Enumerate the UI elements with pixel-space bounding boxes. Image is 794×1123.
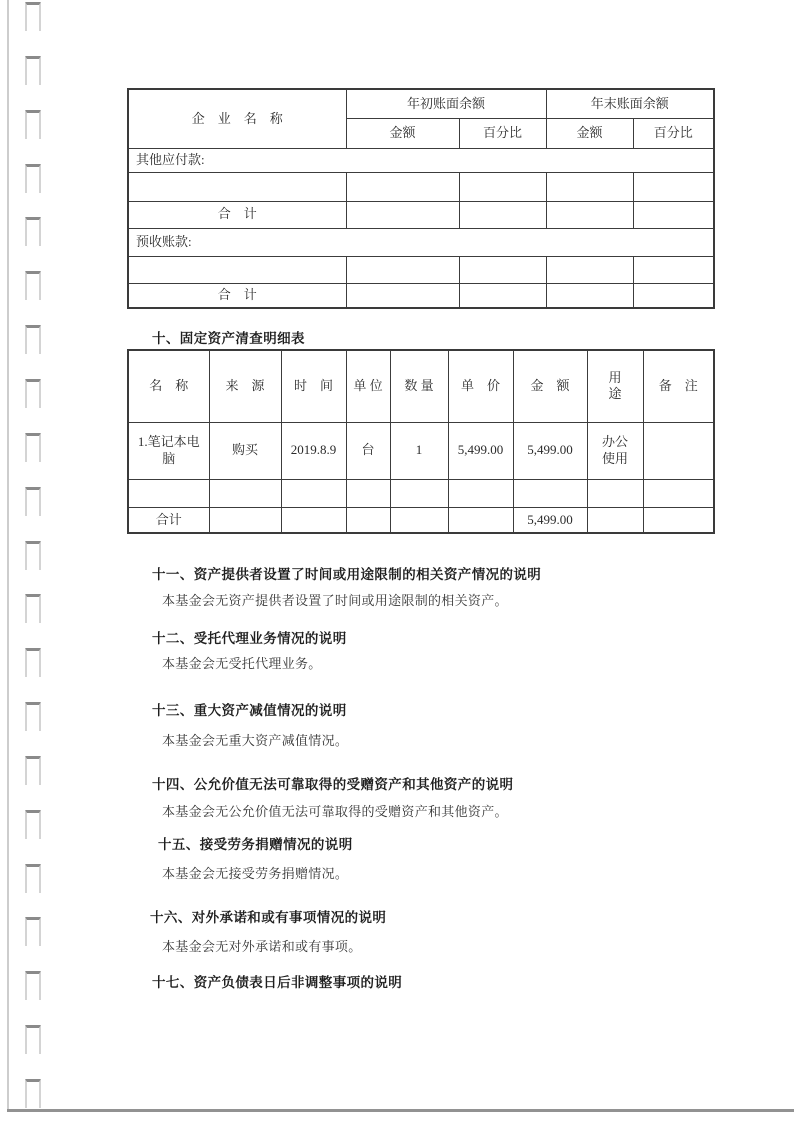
cell-unit-price: 5,499.00 (448, 422, 513, 479)
header-remarks: 备 注 (643, 350, 714, 422)
table-cell (643, 507, 714, 533)
table-cell (390, 479, 448, 507)
section-15-heading: 十五、接受劳务捐赠情况的说明 (158, 837, 353, 852)
section-16-heading: 十六、对外承诺和或有事项情况的说明 (150, 910, 387, 925)
cell-asset-name: 1.笔记本电脑 (128, 422, 209, 479)
table-cell (633, 283, 714, 308)
binding-hole (25, 864, 41, 893)
header-usage: 用 途 (587, 350, 643, 422)
cell-quantity: 1 (390, 422, 448, 479)
cell-usage: 办公使用 (587, 422, 643, 479)
table-row (128, 479, 714, 507)
row-total-label: 合 计 (128, 283, 346, 308)
table-cell (390, 507, 448, 533)
binding-hole (25, 433, 41, 462)
binding-hole (25, 217, 41, 246)
binding-hole (25, 325, 41, 354)
cell-unit: 台 (346, 422, 390, 479)
cell-total-amount: 5,499.00 (513, 507, 587, 533)
table-cell (128, 256, 346, 283)
section-14-body: 本基金会无公允价值无法可靠取得的受赠资产和其他资产。 (162, 804, 508, 819)
binding-hole (25, 164, 41, 193)
section-12-body: 本基金会无受托代理业务。 (162, 656, 322, 671)
binding-hole (25, 917, 41, 946)
header-quantity: 数 量 (390, 350, 448, 422)
table-cell (209, 479, 281, 507)
row-advance-receipts: 预收账款: (128, 228, 714, 256)
table-cell (633, 256, 714, 283)
table-cell (633, 201, 714, 228)
table-cell (128, 172, 346, 201)
header-name: 名 称 (128, 350, 209, 422)
table-cell (346, 283, 459, 308)
binding-hole (25, 379, 41, 408)
binding-hole (25, 487, 41, 516)
table-cell (546, 283, 633, 308)
binding-hole (25, 702, 41, 731)
fixed-assets-section-title: 十、固定资产清查明细表 (152, 331, 305, 346)
table-cell (281, 507, 346, 533)
row-other-payables: 其他应付款: (128, 148, 714, 172)
section-11-body: 本基金会无资产提供者设置了时间或用途限制的相关资产。 (162, 593, 508, 608)
table-cell (346, 256, 459, 283)
section-16-body: 本基金会无对外承诺和或有事项。 (162, 939, 362, 954)
page-edge-left (7, 0, 9, 1111)
table-cell (209, 507, 281, 533)
header-enterprise-name: 企 业 名 称 (128, 89, 346, 148)
binding-hole (25, 2, 41, 31)
table-cell (546, 256, 633, 283)
table-cell (643, 479, 714, 507)
table-cell (448, 507, 513, 533)
cell-source: 购买 (209, 422, 281, 479)
binding-hole (25, 594, 41, 623)
header-beginning-balance: 年初账面余额 (346, 89, 546, 118)
header-percent: 百分比 (459, 118, 546, 148)
page-edge-bottom (7, 1109, 794, 1112)
table-cell (281, 479, 346, 507)
binding-hole (25, 56, 41, 85)
table-cell (633, 172, 714, 201)
binding-hole (25, 1025, 41, 1054)
table-cell (459, 201, 546, 228)
section-12-heading: 十二、受托代理业务情况的说明 (152, 631, 347, 646)
table-cell (346, 479, 390, 507)
table-cell (546, 201, 633, 228)
header-amount: 金 额 (513, 350, 587, 422)
binding-hole (25, 810, 41, 839)
table-cell (346, 507, 390, 533)
cell-amount: 5,499.00 (513, 422, 587, 479)
header-ending-balance: 年末账面余额 (546, 89, 714, 118)
section-13-body: 本基金会无重大资产减值情况。 (162, 733, 349, 748)
section-13-heading: 十三、重大资产减值情况的说明 (152, 703, 347, 718)
binding-hole (25, 648, 41, 677)
table-cell (587, 507, 643, 533)
fixed-assets-table (127, 349, 715, 534)
cell-time: 2019.8.9 (281, 422, 346, 479)
binding-hole (25, 971, 41, 1000)
cell-total-label: 合计 (128, 507, 209, 533)
header-unit-price: 单 价 (448, 350, 513, 422)
table-cell (546, 172, 633, 201)
table-cell (587, 479, 643, 507)
header-amount: 金额 (346, 118, 459, 148)
table-cell (448, 479, 513, 507)
cell-remarks (643, 422, 714, 479)
binding-hole (25, 1079, 41, 1108)
header-source: 来 源 (209, 350, 281, 422)
table-cell (128, 479, 209, 507)
table-cell (513, 479, 587, 507)
binding-hole (25, 756, 41, 785)
table-row (128, 507, 714, 533)
table-cell (346, 172, 459, 201)
table-cell (459, 256, 546, 283)
header-percent: 百分比 (633, 118, 714, 148)
header-unit: 单 位 (346, 350, 390, 422)
binding-hole (25, 271, 41, 300)
table-cell (346, 201, 459, 228)
table-cell (459, 172, 546, 201)
section-14-heading: 十四、公允价值无法可靠取得的受赠资产和其他资产的说明 (152, 777, 514, 792)
binding-hole (25, 541, 41, 570)
header-amount: 金额 (546, 118, 633, 148)
section-11-heading: 十一、资产提供者设置了时间或用途限制的相关资产情况的说明 (152, 567, 542, 582)
row-total-label: 合 计 (128, 201, 346, 228)
table-row (128, 422, 714, 479)
header-time: 时 间 (281, 350, 346, 422)
payables-table (127, 88, 715, 309)
table-cell (459, 283, 546, 308)
binding-hole (25, 110, 41, 139)
section-15-body: 本基金会无接受劳务捐赠情况。 (162, 866, 349, 881)
section-17-heading: 十七、资产负债表日后非调整事项的说明 (152, 975, 403, 990)
